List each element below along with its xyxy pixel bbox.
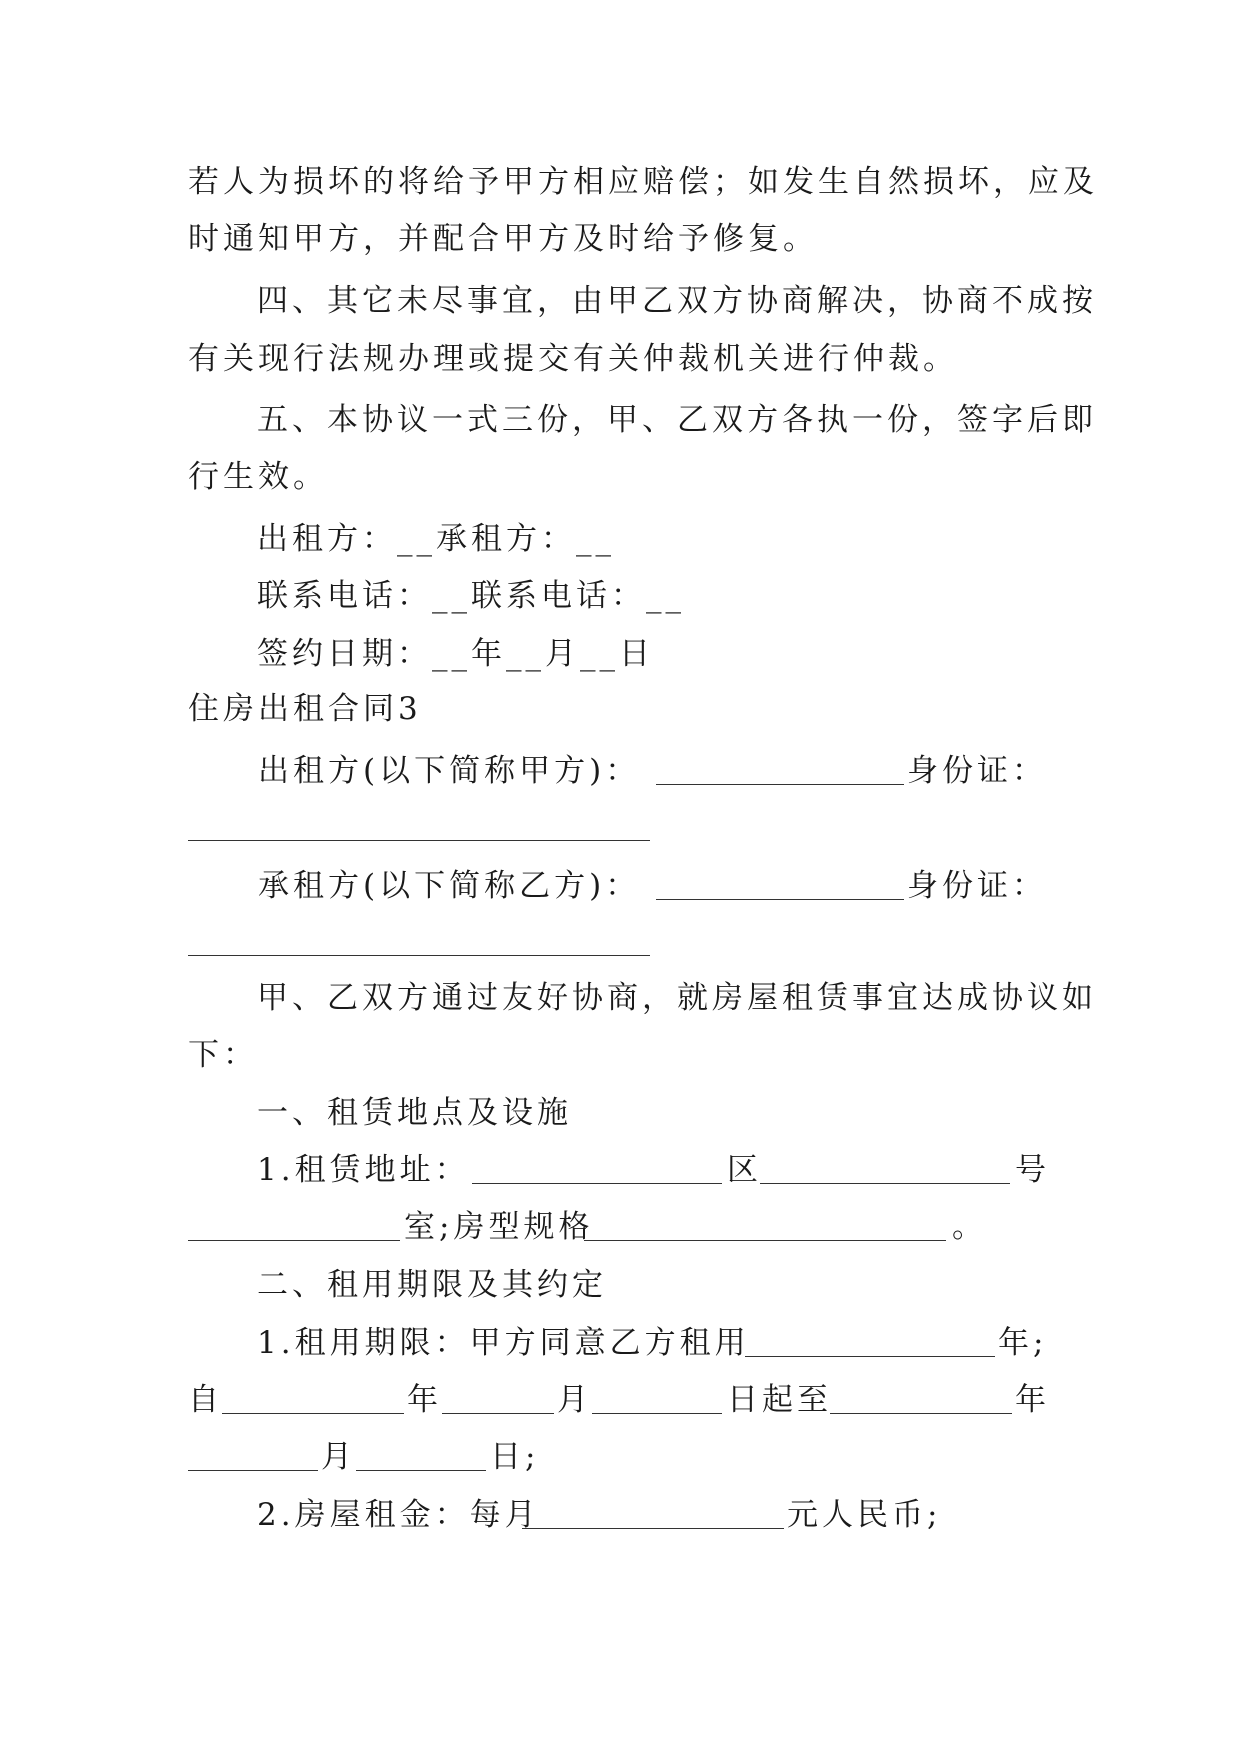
lessor-id-blank [188,840,650,841]
year-label: 年 [407,1382,442,1418]
from-year-blank [222,1413,404,1414]
rent-amount-blank [522,1528,784,1529]
term-years-blank [745,1356,995,1357]
year-label: 年 [1015,1382,1050,1418]
term-label: 1.租用期限：甲方同意乙方租用 [257,1325,750,1361]
room-type-label: 室;房型规格 [404,1209,594,1245]
clause-heading: 二、租用期限及其约定 [257,1267,607,1303]
district-blank [472,1183,722,1184]
text-line: 有关现行法规办理或提交有关仲裁机关进行仲裁。 [188,341,958,377]
period-mark: 。 [952,1209,987,1245]
number-label: 号 [1015,1152,1050,1188]
signature-line-date: 签约日期：__年__月__日 [257,636,654,672]
lessor-name-blank [656,784,904,785]
address-label: 1.租赁地址： [257,1152,470,1188]
lessee-name-blank [656,899,904,900]
rent-label: 2.房屋租金：每月 [257,1497,540,1533]
section-title: 住房出租合同3 [188,691,422,727]
from-label: 自 [188,1382,223,1418]
text-line: 四、其它未尽事宜，由甲乙双方协商解决，协商不成按 [257,283,1097,319]
day-label: 日; [490,1439,540,1475]
from-day-blank [592,1413,722,1414]
text-line: 下： [188,1037,258,1073]
text-line: 时通知甲方，并配合甲方及时给予修复。 [188,221,818,257]
text-line: 甲、乙双方通过友好协商，就房屋租赁事宜达成协议如 [257,980,1097,1016]
to-day-blank [356,1470,486,1471]
lessee-id-label: 身份证： [907,868,1047,904]
district-label: 区 [727,1152,762,1188]
to-label: 日起至 [727,1382,832,1418]
lessor-id-label: 身份证： [907,753,1047,789]
text-line: 五、本协议一式三份，甲、乙双方各执一份，签字后即 [257,402,1097,438]
clause-heading: 一、租赁地点及设施 [257,1095,572,1131]
rent-currency-label: 元人民币; [787,1497,942,1533]
text-line: 若人为损坏的将给予甲方相应赔偿；如发生自然损坏，应及 [188,164,1098,200]
lessee-label: 承租方(以下简称乙方)： [258,868,641,904]
month-label: 月 [557,1382,592,1418]
signature-line-phone: 联系电话：__联系电话：__ [257,578,685,614]
lessor-label: 出租方(以下简称甲方)： [258,753,641,789]
from-month-blank [442,1413,554,1414]
month-label: 月 [321,1439,356,1475]
room-blank [188,1240,400,1241]
to-year-blank [830,1413,1012,1414]
room-type-blank [584,1240,946,1241]
signature-line-parties: 出租方：__承租方：__ [257,521,615,557]
term-years-label: 年; [998,1325,1048,1361]
text-line: 行生效。 [188,459,328,495]
number-blank [760,1183,1010,1184]
lessee-id-blank [188,955,650,956]
to-month-blank [188,1470,318,1471]
